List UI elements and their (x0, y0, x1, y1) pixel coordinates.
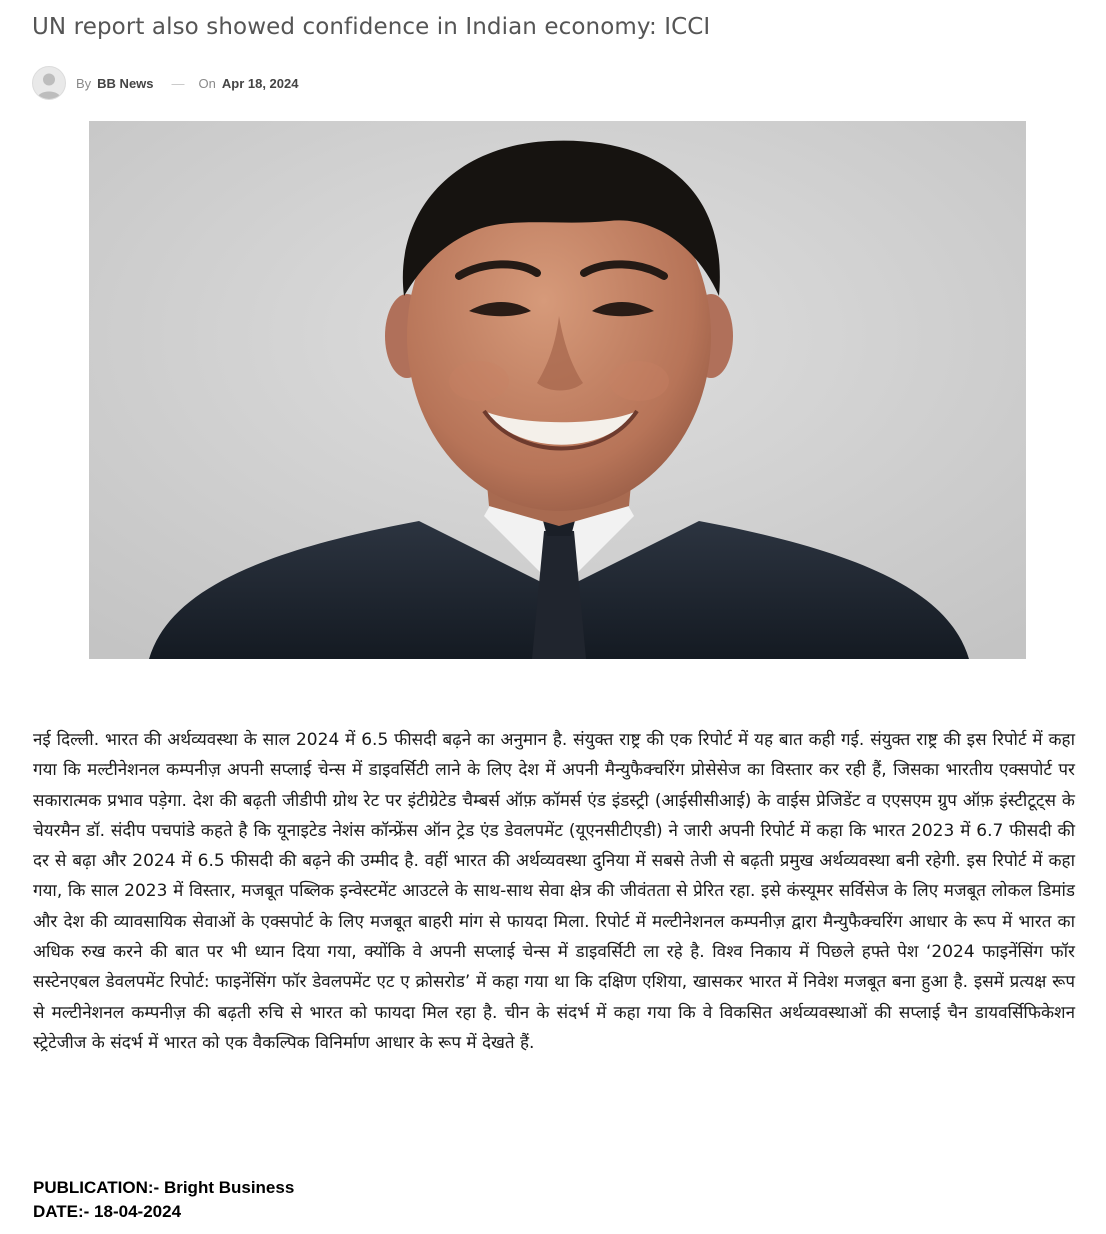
publish-date: Apr 18, 2024 (221, 75, 299, 91)
publication-info (33, 1176, 294, 1224)
author-link[interactable]: BB News (97, 75, 154, 91)
article-title: UN report also showed confidence in Indian economy: ICCI (32, 14, 711, 40)
meta-separator: — (171, 75, 185, 91)
article-body: नई दिल्ली. भारत की अर्थव्यवस्था के साल 2024 में 6.5 फीसदी बढ़ने का अनुमान है. संयुक्त राष्ट्र की एक रिपोर्ट में यह बात कही गई. संयुक्त राष्ट्र की इस रिपोर्ट में कहा गया कि मल्टीनेशनल कम्पनीज़ अपनी सप्लाई चेन्स में डाइवर्सिटी लाने के लिए देश में अपनी मैन्युफैक्चरिंग प्रोसेसेज का विस्तार कर रही हैं, जिसका भारतीय एक्सपोर्ट पर सकारात्मक प्रभाव पड़ेगा. देश की बढ़ती जीडीपी ग्रोथ रेट पर इंटीग्रेटेड चैम्बर्स ऑफ़ कॉमर्स एंड इंडस्ट्री (आईसीसीआई) के वाईस प्रेजिडेंट व एएसएम ग्रुप ऑफ़ इंस्टीटूट्स के चेयरमैन डॉ. संदीप पचपांडे कहते है कि यूनाइटेड नेशंस कॉन्फ्रेंस ऑन ट्रेड एंड डेवलपमेंट (यूएनसीटीएडी) ने जारी अपनी रिपोर्ट में कहा कि भारत 2023 में 6.7 फीसदी की दर से बढ़ा और 2024 में 6.5 फीसदी की बढ़ने की उम्मीद है. वहीं भारत की अर्थव्यवस्था दुनिया में सबसे तेजी से बढ़ती प्रमुख अर्थव्यवस्था बनी रहेगी. इस रिपोर्ट में कहा गया, कि साल 2023 में विस्तार, मजबूत पब्लिक इन्वेस्टमेंट आउटले के साथ-साथ सेवा क्षेत्र की जीवंतता से प्रेरित रहा. इसे कंस्यूमर सर्विसेज के लिए मजबूत लोकल डिमांड और देश की व्यावसायिक सेवाओं के एक्सपोर्ट के लिए मजबूत बाहरी मांग से फायदा मिला. रिपोर्ट में मल्टीनेशनल कम्पनीज़ द्वारा मैन्युफैक्चरिंग आधार के रूप में भारत का अधिक रुख करने की बात पर भी ध्यान दिया गया, क्योंकि वे अपनी सप्लाई चेन्स में डाइवर्सिटी ला रहे है. विश्व निकाय में पिछले हफ्ते पेश ‘2024 फाइनेंसिंग फॉर सस्टेनएबल डेवलपमेंट रिपोर्ट: फाइनेंसिंग फॉर डेवलपमेंट एट ए क्रोसरोड’ में कहा गया था कि दक्षिण एशिया, खासकर भारत में निवेश मजबूत बना हुआ है. इसमें प्रत्यक्ष रूप से मल्टीनेशनल कम्पनीज़ की बढ़ती रुचि से भारत को फायदा मिल रहा है. चीन के संदर्भ में कहा गया कि वे विकसित अर्थव्यवस्थाओं की सप्लाई चैन डायवर्सिफिकेशन स्ट्रेटेजीज के संदर्भ में भारत को एक वैकल्पिक विनिर्माण आधार के रूप में देखते हैं. (33, 730, 1075, 1053)
portrait-photo (89, 121, 1026, 659)
publication-date: DATE:- 18-04-2024 (33, 1202, 182, 1221)
publication-name: PUBLICATION:- Bright Business (33, 1178, 295, 1197)
article-meta (32, 66, 298, 100)
by-label: By (76, 75, 92, 91)
on-label: On (198, 75, 216, 91)
user-avatar-icon[interactable] (32, 66, 66, 100)
